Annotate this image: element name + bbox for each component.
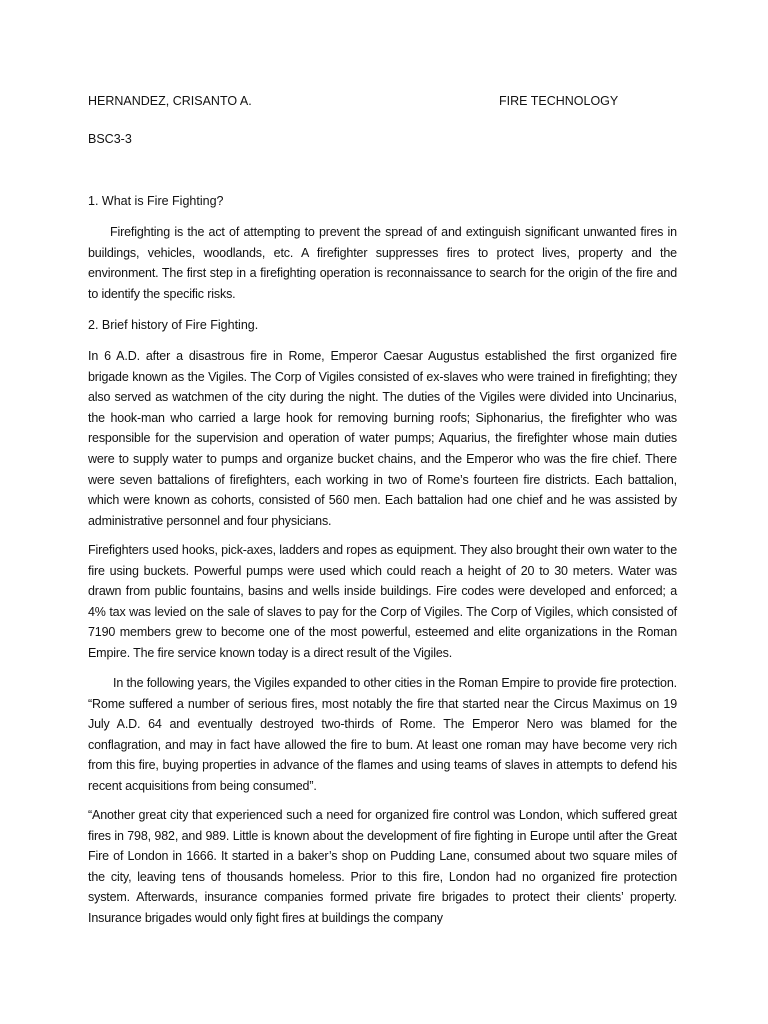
history-paragraph-4: “Another great city that experienced such a need for organized fire control was London, which suffered great fires in 798, 982, and 989. Little is known about the development of fire fighting in Europe until after the Great Fire of London in 1666. It started in a baker’s shop on Pudding Lane, consumed about two square miles of the city, leaving tens of thousands homeless. Prior to this fire, London had no organized fire protection system. Afterwards, insurance companies formed private fire brigades to protect their clients’ property. Insurance brigades would only fight fires at buildings the company — [88, 808, 677, 925]
question-1-answer: Firefighting is the act of attempting to prevent the spread of and extinguish significant unwanted fires in buildings, vehicles, woodlands, etc. A firefighter suppresses fires to protect lives, property and the environment. The first step in a firefighting operation is reconnaissance to search for the origin of the fire and to identify the specific risks. — [88, 225, 677, 301]
document-header — [88, 94, 688, 112]
section-code: BSC3-3 — [88, 132, 132, 146]
student-name: HERNANDEZ, CRISANTO A. — [88, 94, 252, 108]
question-2-heading: 2. Brief history of Fire Fighting. — [88, 318, 259, 332]
history-paragraph-3: In the following years, the Vigiles expanded to other cities in the Roman Empire to provide fire protection. “Rome suffered a number of serious fires, most notably the fire that started near the Circus Maximus on 19 July A.D. 64 and eventually destroyed two-thirds of Rome. The Emperor Nero was blamed for the conflagration, and may in fact have allowed the fire to bum. At least one roman may have become very rich from this fire, buying properties in advance of the flames and using teams of slaves in attempts to defend his recent acquisitions from being consumed”. — [88, 676, 677, 793]
question-1-heading: 1. What is Fire Fighting? — [88, 194, 224, 208]
history-paragraph-2: Firefighters used hooks, pick-axes, ladders and ropes as equipment. They also brought their own water to the fire using buckets. Powerful pumps were used which could reach a height of 20 to 30 meters. Water was drawn from public fountains, basins and wells inside buildings. Fire codes were developed and enforced; a 4% tax was levied on the sale of slaves to pay for the Corp of Vigiles. The Corp of Vigiles, which consisted of 7190 members grew to become one of the most powerful, esteemed and elite organizations in the Roman Empire. The fire service known today is a direct result of the Vigiles. — [88, 543, 677, 660]
history-paragraph-1: In 6 A.D. after a disastrous fire in Rome, Emperor Caesar Augustus established the first organized fire brigade known as the Vigiles. The Corp of Vigiles consisted of ex-slaves who were trained in firefighting; they also served as watchmen of the city during the night. The duties of the Vigiles were divided into Uncinarius, the hook-man who carried a large hook for removing burning roofs; Siphonarius, the firefighter who was responsible for the supervision and operation of water pumps; Aquarius, the firefighter whose main duties were to supply water to pumps and organize bucket chains, and the Emperor who was the fire chief. There were seven battalions of firefighters, each working in two of Rome’s fourteen fire districts. Each battalion, which were known as cohorts, consisted of 560 men. Each battalion had one chief and he was assisted by administrative personnel and four physicians. — [88, 349, 677, 528]
subject-title: FIRE TECHNOLOGY — [499, 94, 619, 108]
